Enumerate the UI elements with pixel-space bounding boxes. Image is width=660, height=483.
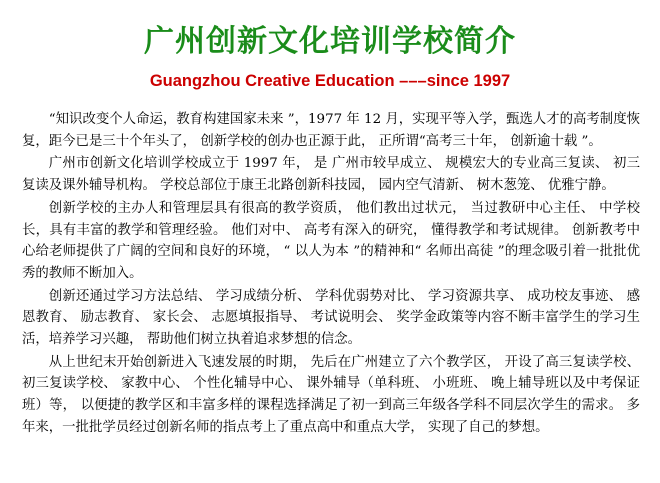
- paragraph: 从上世纪末开始创新进入飞速发展的时期， 先后在广州建立了六个教学区， 开设了高三复读学校、 初三复读学校、 家教中心、 个性化辅导中心、 课外辅导（单科班、 小班班、 晚上辅导班以及中考保证班）等， 以便捷的教学区和丰富多样的课程选择满足了初一到高三年级各学科不同层次学生的需求。 多年来，一批批学员经过创新名师的指点考上了重点高中和重点大学， 实现了自己的梦想。: [22, 354, 640, 435]
- document-body: [14, 109, 646, 439]
- page-title-chinese: 广州创新文化培训学校简介: [144, 24, 516, 59]
- paragraph: 创新还通过学习方法总结、 学习成绩分析、 学科优弱势对比、 学习资源共享、 成功校友事迹、 感恩教育、 励志教育、 家长会、 志愿填报指导、 考试说明会、 奖学金政策等内容不断丰富学生的学习生活，培养学习兴趣， 帮助他们树立执着追求梦想的信念。: [22, 288, 640, 348]
- paragraph: 广州市创新文化培训学校成立于 1997 年， 是 广州市较早成立、 规模宏大的专业高三复读、 初三复读及课外辅导机构。 学校总部位于康王北路创新科技园， 园内空气清新、 树木葱笼、 优雅宁静。: [22, 156, 640, 194]
- paragraph: “知识改变个人命运，教育构建国家未来 ”，1977 年 12 月，实现平等入学，甄选人才的高考制度恢复，距今已是三十个年头了， 创新学校的创办也正源于此， 正所谓“高考三十年， 创新逾十载 ”。: [22, 112, 640, 149]
- page-subtitle-english: Guangzhou Creative Education –––since 1997: [149, 72, 511, 90]
- paragraph: 创新学校的主办人和管理层具有很高的教学资质， 他们教出过状元， 当过教研中心主任、 中学校长，具有丰富的教学和管理经验。 他们对中、 高考有深入的研究， 懂得教学和考试规律。 创新教考中心给老师提供了广阔的空间和良好的环境， “ 以人为本 ”的精神和“ 名师出高徒 ”的理念吸引着一批批优秀的教师不断加入。: [22, 200, 640, 281]
